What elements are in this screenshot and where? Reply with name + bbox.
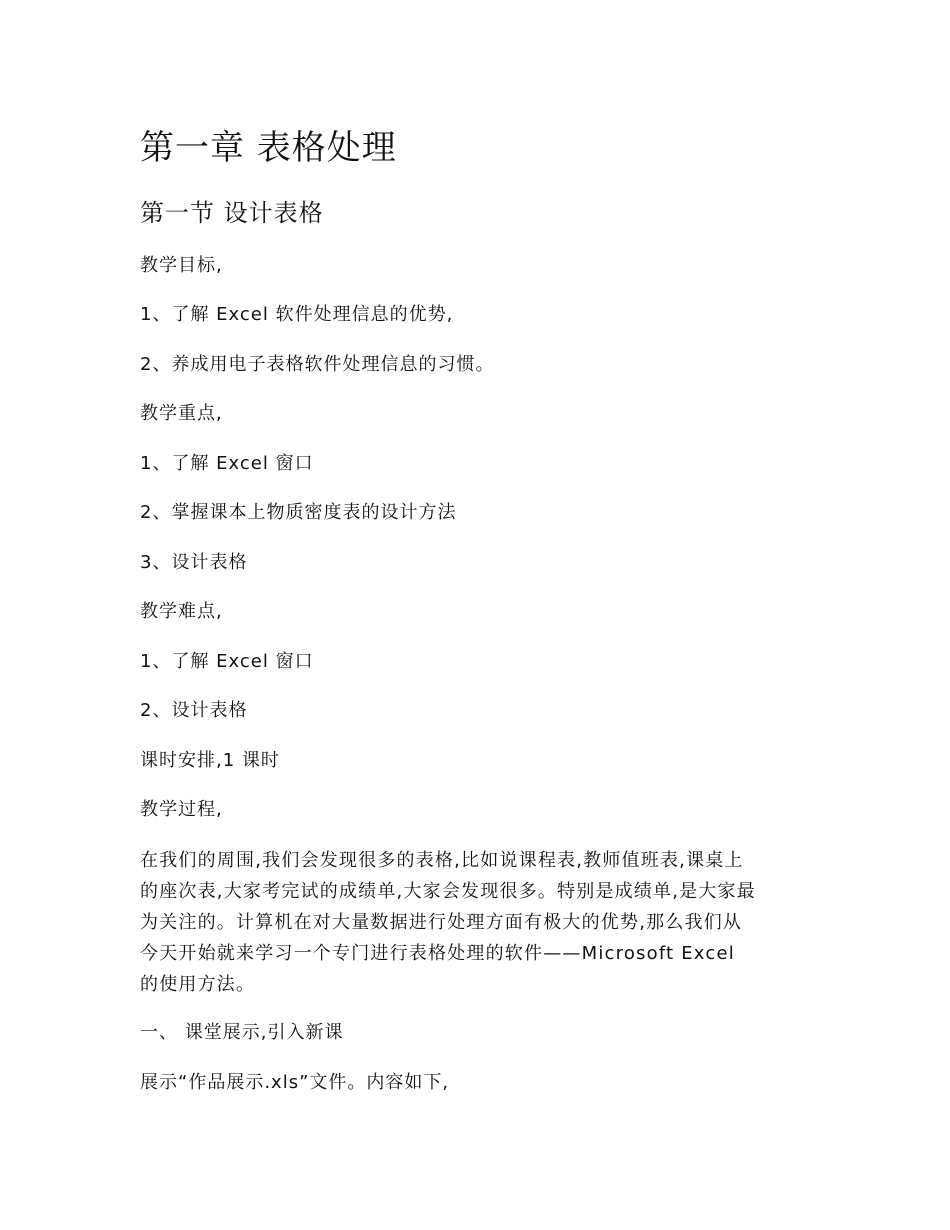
paragraph-line: 今天开始就来学习一个专门进行表格处理的软件——Microsoft Excel	[140, 943, 735, 964]
text-line: 2、掌握课本上物质密度表的设计方法	[140, 502, 457, 523]
text-line: 展示“作品展示.xls”文件。内容如下,	[140, 1072, 450, 1093]
text-line: 1、了解 Excel 软件处理信息的优势,	[140, 304, 454, 325]
text-line: 1、了解 Excel 窗口	[140, 651, 314, 672]
text-line: 1、了解 Excel 窗口	[140, 453, 314, 474]
section-heading-line: 一、 课堂展示,引入新课	[140, 1022, 344, 1043]
text-line: 2、设计表格	[140, 700, 248, 721]
chapter-title: 第一章 表格处理	[140, 128, 397, 168]
paragraph-line: 为关注的。计算机在对大量数据进行处理方面有极大的优势,那么我们从	[140, 912, 743, 933]
text-line: 教学重点,	[140, 403, 223, 424]
section-title: 第一节 设计表格	[140, 199, 324, 227]
text-line: 课时安排,1 课时	[140, 750, 280, 771]
paragraph-line: 在我们的周围,我们会发现很多的表格,比如说课程表,教师值班表,课桌上	[140, 850, 744, 871]
text-line: 教学过程,	[140, 799, 223, 820]
paragraph-line: 的座次表,大家考完试的成绩单,大家会发现很多。特别是成绩单,是大家最	[140, 881, 756, 902]
text-line: 3、设计表格	[140, 552, 248, 573]
text-line: 教学难点,	[140, 601, 223, 622]
paragraph-line: 的使用方法。	[140, 974, 256, 995]
text-line: 2、养成用电子表格软件处理信息的习惯。	[140, 354, 495, 375]
intro-paragraph	[140, 845, 820, 1000]
text-line: 教学目标,	[140, 255, 223, 276]
